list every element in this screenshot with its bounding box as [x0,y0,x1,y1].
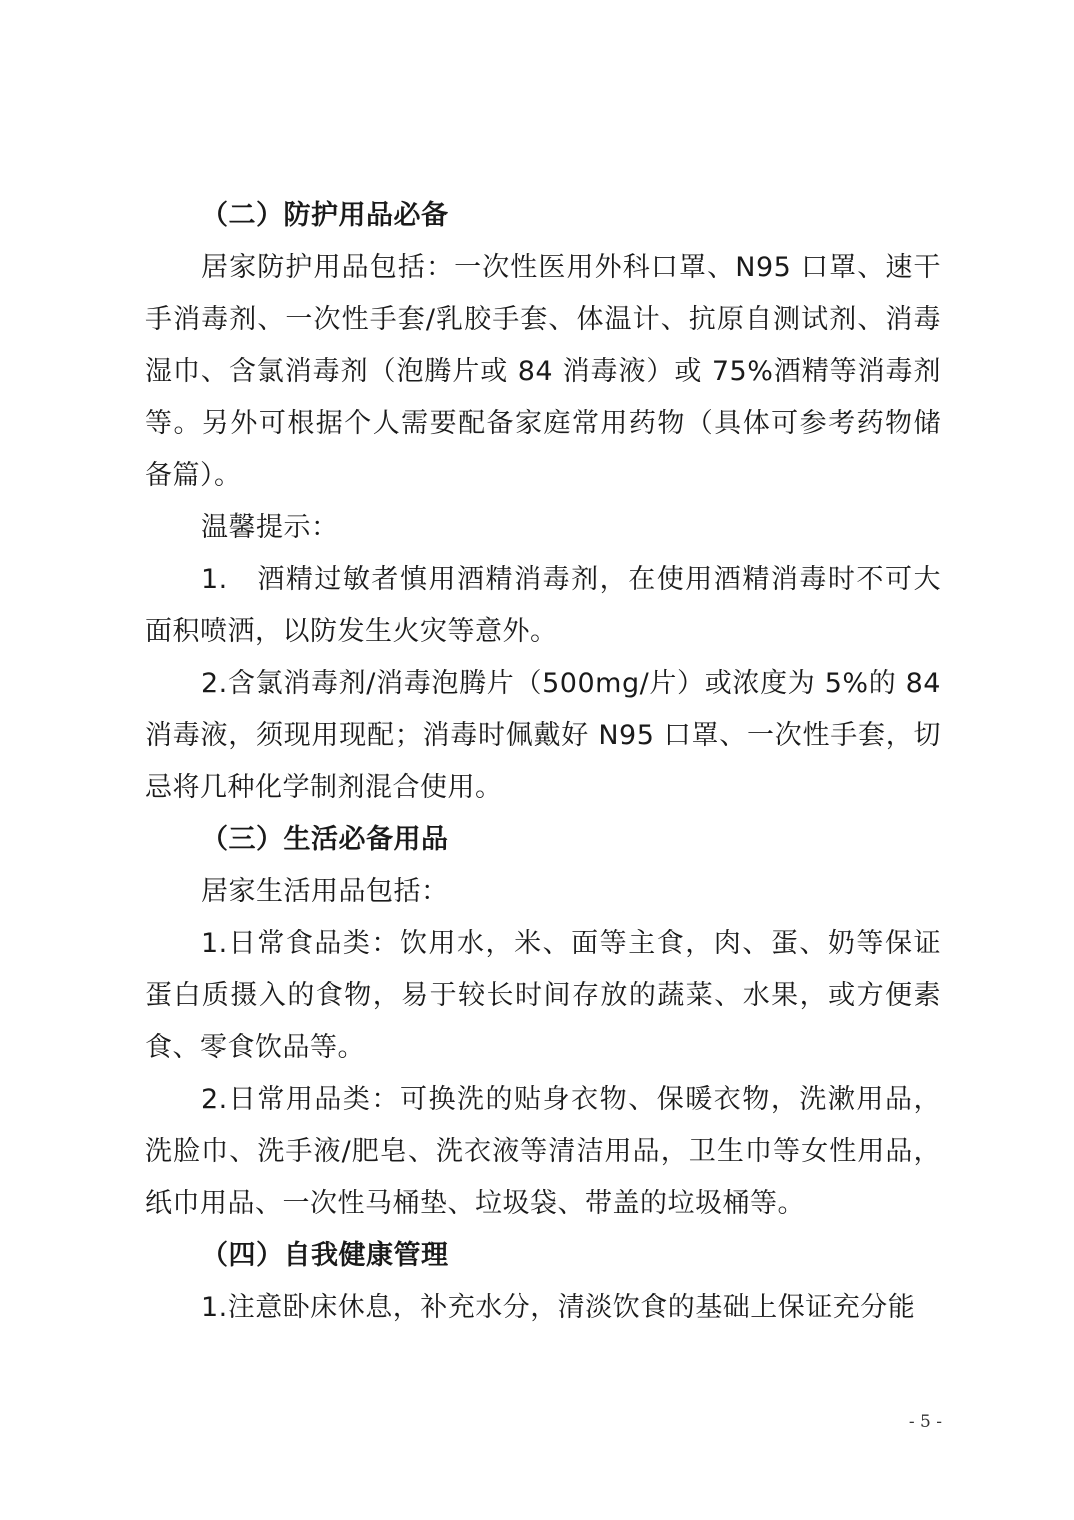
paragraph-protective-items: 居家防护用品包括：一次性医用外科口罩、N95 口罩、速干手消毒剂、一次性手套/乳胶手套、体温计、抗原自测试剂、消毒湿巾、含氯消毒剂（泡腾片或 84 消毒液）或 75%酒精等消毒剂等。另外可根据个人需要配备家庭常用药物（具体可参考药物储备篇）。 [145,252,941,491]
document-body [145,190,941,1334]
page-number: - 5 - [908,1412,942,1432]
paragraph-tip-chlorine: 2.含氯消毒剂/消毒泡腾片（500mg/片）或浓度为 5%的 84 消毒液，须现用现配；消毒时佩戴好 N95 口罩、一次性手套，切忌将几种化学制剂混合使用。 [145,668,941,803]
section-heading-living-supplies: （三）生活必备用品 [201,824,449,855]
paragraph-rest-hydration: 1.注意卧床休息，补充水分，清淡饮食的基础上保证充分能 [201,1292,916,1323]
paragraph-daily-food: 1.日常食品类：饮用水，米、面等主食，肉、蛋、奶等保证蛋白质摄入的食物，易于较长时间存放的蔬菜、水果，或方便素食、零食饮品等。 [145,928,941,1063]
paragraph-daily-goods: 2.日常用品类：可换洗的贴身衣物、保暖衣物，洗漱用品，洗脸巾、洗手液/肥皂、洗衣液等清洁用品，卫生巾等女性用品，纸巾用品、一次性马桶垫、垃圾袋、带盖的垃圾桶等。 [145,1084,941,1219]
section-heading-protective-supplies: （二）防护用品必备 [201,200,449,231]
paragraph-tips-label: 温馨提示： [201,512,339,543]
paragraph-living-items-intro: 居家生活用品包括： [201,876,449,907]
section-heading-self-health: （四）自我健康管理 [201,1240,449,1271]
paragraph-tip-alcohol: 1. 酒精过敏者慎用酒精消毒剂，在使用酒精消毒时不可大面积喷洒，以防发生火灾等意外。 [145,564,941,647]
